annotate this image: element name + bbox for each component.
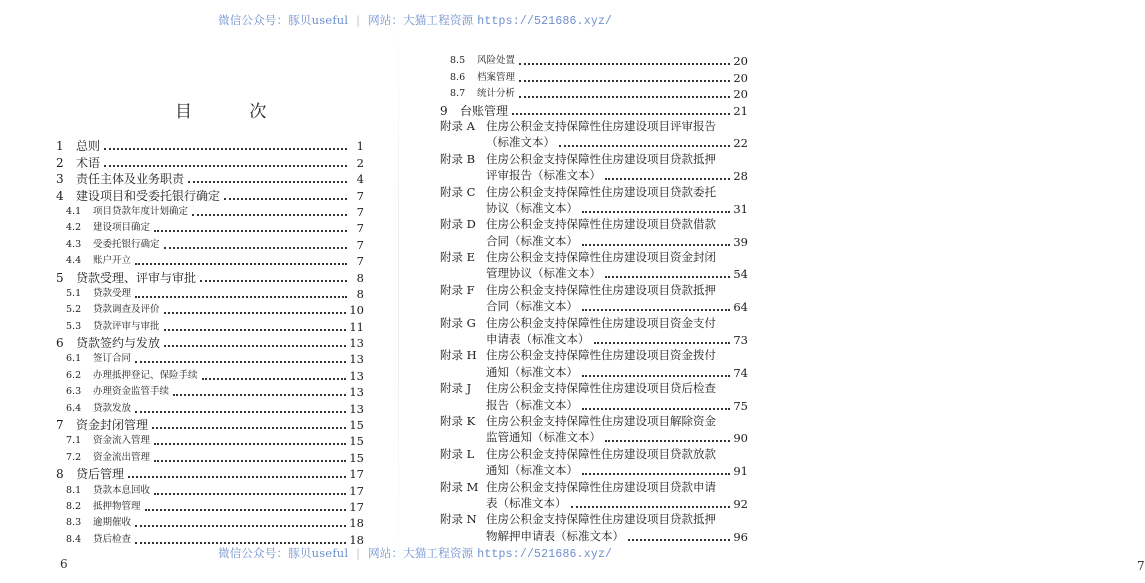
dot-leader	[582, 374, 730, 377]
appendix-label: 附录 C	[440, 184, 476, 199]
toc-entry[interactable]	[56, 317, 364, 333]
appendix-line1	[440, 249, 748, 265]
appendix-label: 附录 B	[440, 151, 476, 166]
toc-entry[interactable]	[56, 203, 364, 219]
appendix-title: 住房公积金支持保障性住房建设项目贷款抵押	[486, 512, 716, 527]
dot-leader	[628, 538, 730, 541]
toc-entry-title: 资金流出管理	[93, 451, 151, 463]
dot-leader	[164, 311, 347, 314]
appendix-line1	[440, 281, 748, 297]
toc-entry-number: 1	[56, 139, 64, 154]
appendix-title-cont: 监管通知（标准文本）	[486, 430, 601, 445]
toc-entry[interactable]	[56, 186, 364, 202]
watermark-wechat: 微信公众号：豚贝useful	[218, 13, 349, 27]
toc-entry-page: 7	[356, 237, 364, 252]
toc-entry-number: 5	[56, 270, 64, 285]
dot-leader	[164, 328, 347, 331]
dot-leader	[594, 341, 731, 344]
appendix-line1	[440, 413, 748, 429]
toc-entry[interactable]	[56, 366, 364, 382]
watermark-wechat: 微信公众号：豚贝useful	[218, 546, 349, 560]
dot-leader	[164, 246, 347, 249]
toc-left-list	[56, 137, 364, 547]
appendix-title: 住房公积金支持保障性住房建设项目解除资金	[486, 413, 716, 428]
dot-leader	[152, 426, 346, 429]
appendix-title: 住房公积金支持保障性住房建设项目资金支付	[486, 315, 716, 330]
toc-entry-title: 台账管理	[460, 103, 509, 118]
appendix-label: 附录 D	[440, 217, 476, 232]
toc-entry-number: 6.4	[66, 402, 82, 414]
appendix-page: 96	[733, 529, 748, 544]
toc-entry-title: 资金流入管理	[93, 435, 151, 447]
dot-leader	[154, 459, 346, 462]
appendix-line1	[440, 314, 748, 330]
toc-entry-title: 风险处置	[477, 55, 516, 67]
toc-entry-number: 4.4	[66, 255, 82, 267]
watermark-site: 网站：大猫工程资源	[368, 13, 474, 27]
toc-entry-number: 6.1	[66, 353, 82, 365]
toc-entry[interactable]	[56, 285, 364, 301]
toc-title: 目 次	[175, 102, 293, 122]
toc-entry[interactable]	[56, 350, 364, 366]
appendix-entry[interactable]	[440, 380, 748, 413]
toc-entry-title: 办理资金监管手续	[93, 386, 170, 398]
toc-entry-page: 18	[349, 532, 364, 547]
dot-leader	[200, 279, 347, 282]
dot-leader	[135, 295, 347, 298]
dot-leader	[154, 492, 346, 495]
dot-leader	[192, 213, 347, 216]
toc-entry-page: 4	[356, 172, 364, 187]
toc-entry-page: 20	[733, 87, 748, 102]
toc-entry-number: 8.6	[450, 71, 466, 83]
dot-leader	[135, 524, 346, 527]
appendix-page: 90	[733, 431, 748, 446]
toc-entry-page: 13	[349, 401, 364, 416]
toc-entry-number: 7.1	[66, 435, 82, 447]
toc-entry-page: 17	[349, 499, 364, 514]
appendix-line2	[440, 298, 748, 314]
appendix-page: 64	[733, 300, 748, 315]
watermark-site: 网站：大猫工程资源	[368, 546, 474, 560]
toc-entry-title: 档案管理	[477, 71, 516, 83]
toc-entry[interactable]	[56, 383, 364, 399]
watermark-url: https://521686.xyz/	[477, 548, 613, 561]
appendix-entry[interactable]	[440, 150, 748, 183]
appendix-title-cont: 合同（标准文本）	[486, 299, 578, 314]
toc-entry-page: 13	[349, 336, 364, 351]
toc-entry-title: 贷款受理、评审与审批	[76, 270, 197, 285]
appendix-title: 住房公积金支持保障性住房建设项目贷后检查	[486, 381, 716, 396]
appendix-label: 附录 F	[440, 282, 475, 297]
appendix-line1	[440, 183, 748, 199]
toc-entry-number: 6.2	[66, 369, 82, 381]
toc-entry-number: 8.4	[66, 533, 82, 545]
toc-entry[interactable]	[56, 514, 364, 530]
toc-entry-number: 5.2	[66, 304, 82, 316]
appendix-entry[interactable]	[440, 511, 748, 544]
toc-entry[interactable]	[56, 334, 364, 350]
appendix-title: 住房公积金支持保障性住房建设项目资金拨付	[486, 348, 716, 363]
watermark-bottom	[218, 545, 612, 561]
toc-entry-number: 4	[56, 188, 64, 203]
toc-entry-page: 13	[349, 368, 364, 383]
appendix-entry[interactable]	[440, 249, 748, 282]
toc-entry-page: 8	[356, 286, 364, 301]
toc-entry-page: 7	[356, 188, 364, 203]
watermark-url: https://521686.xyz/	[477, 15, 613, 28]
appendix-page: 22	[733, 136, 748, 151]
toc-entry-title: 建设项目确定	[93, 222, 151, 234]
appendix-line1	[440, 150, 748, 166]
toc-entry[interactable]	[56, 252, 364, 268]
toc-entry-page: 21	[733, 103, 748, 118]
toc-entry-number: 8.2	[66, 500, 82, 512]
appendix-title-cont: 表（标准文本）	[486, 495, 567, 510]
dot-leader	[519, 79, 730, 82]
appendix-page: 28	[733, 169, 748, 184]
appendix-line2	[440, 462, 748, 478]
dot-leader	[104, 147, 347, 150]
toc-entry-page: 10	[349, 303, 364, 318]
dot-leader	[582, 407, 730, 410]
appendix-line2	[440, 363, 748, 379]
appendix-title: 住房公积金支持保障性住房建设项目贷款申请	[486, 479, 716, 494]
toc-entry-page: 20	[733, 70, 748, 85]
toc-entry-title: 责任主体及业务职责	[76, 172, 185, 187]
toc-entry[interactable]	[440, 52, 748, 68]
appendix-title-cont: 报告（标准文本）	[486, 397, 578, 412]
toc-entry-page: 17	[349, 467, 364, 482]
appendix-label: 附录 E	[440, 250, 476, 265]
appendix-line1	[440, 511, 748, 527]
appendix-label: 附录 J	[440, 381, 472, 396]
appendix-line2	[440, 331, 748, 347]
toc-entry-number: 4.1	[66, 205, 82, 217]
dot-leader	[519, 95, 730, 98]
appendix-title: 住房公积金支持保障性住房建设项目资金封闭	[486, 250, 716, 265]
toc-entry-title: 办理抵押登记、保险手续	[93, 369, 198, 381]
toc-entry-page: 11	[349, 319, 364, 334]
toc-entry-page: 17	[349, 483, 364, 498]
toc-entry[interactable]	[56, 481, 364, 497]
appendix-label: 附录 H	[440, 348, 477, 363]
toc-entry[interactable]	[56, 153, 364, 169]
toc-entry-page: 13	[349, 352, 364, 367]
toc-entry-number: 8.3	[66, 517, 82, 529]
appendix-title-cont: 合同（标准文本）	[486, 233, 578, 248]
toc-entry[interactable]	[56, 399, 364, 415]
toc-entry[interactable]	[440, 68, 748, 84]
appendix-line1	[440, 478, 748, 494]
appendix-page: 75	[733, 398, 748, 413]
appendix-entry[interactable]	[440, 183, 748, 216]
appendix-label: 附录 K	[440, 413, 476, 428]
appendix-line2	[440, 396, 748, 412]
dot-leader	[135, 360, 346, 363]
dot-leader	[164, 344, 346, 347]
appendix-title-cont: 物解押申请表（标准文本）	[486, 528, 624, 543]
appendix-line1	[440, 445, 748, 461]
appendix-line2	[440, 200, 748, 216]
dot-leader	[173, 393, 346, 396]
toc-entry[interactable]	[56, 448, 364, 464]
toc-entry-title: 贷款发放	[93, 402, 132, 414]
dot-leader	[582, 308, 730, 311]
toc-entry-number: 2	[56, 155, 64, 170]
toc-entry-number: 5.1	[66, 287, 82, 299]
dot-leader	[154, 229, 347, 232]
toc-entry-number: 8.7	[450, 88, 466, 100]
watermark-separator: |	[356, 546, 361, 560]
toc-entry-number: 4.3	[66, 238, 82, 250]
dot-leader	[559, 144, 730, 147]
toc-entry[interactable]	[56, 498, 364, 514]
toc-entry-number: 8.5	[450, 55, 466, 67]
appendix-line2	[440, 527, 748, 543]
appendix-page: 92	[733, 496, 748, 511]
dot-leader	[571, 505, 731, 508]
appendix-entry[interactable]	[440, 445, 748, 478]
toc-entry-title: 项目贷款年度计划确定	[93, 205, 189, 217]
appendix-line2	[440, 429, 748, 445]
toc-entry-page: 15	[349, 434, 364, 449]
dot-leader	[135, 541, 346, 544]
appendix-title: 住房公积金支持保障性住房建设项目贷款借款	[486, 217, 716, 232]
dot-leader	[135, 410, 346, 413]
toc-entry[interactable]	[56, 170, 364, 186]
toc-entry-title: 逾期催收	[93, 517, 132, 529]
appendix-page: 54	[733, 267, 748, 282]
toc-entry[interactable]	[56, 432, 364, 448]
toc-entry-title: 贷后管理	[76, 467, 125, 482]
dot-leader	[582, 243, 730, 246]
toc-entry[interactable]	[56, 465, 364, 481]
appendix-line2	[440, 232, 748, 248]
appendix-title-cont: 申请表（标准文本）	[486, 332, 590, 347]
toc-entry[interactable]	[56, 137, 364, 153]
dot-leader	[135, 262, 347, 265]
appendix-label: 附录 A	[440, 118, 475, 133]
appendix-title-cont: 管理协议（标准文本）	[486, 266, 601, 281]
dot-leader	[512, 112, 730, 115]
appendix-label: 附录 G	[440, 315, 476, 330]
toc-entry-title: 贷款受理	[93, 287, 132, 299]
toc-entry-title: 统计分析	[477, 88, 516, 100]
appendix-title: 住房公积金支持保障性住房建设项目评审报告	[486, 118, 716, 133]
toc-entry-number: 8	[56, 467, 64, 482]
toc-entry-page: 15	[349, 418, 364, 433]
appendix-page: 74	[733, 365, 748, 380]
appendix-page: 39	[733, 234, 748, 249]
appendix-line2	[440, 167, 748, 183]
toc-entry-page: 8	[356, 270, 364, 285]
appendix-page: 31	[733, 201, 748, 216]
appendix-entry[interactable]	[440, 347, 748, 380]
dot-leader	[224, 197, 347, 200]
toc-entry-page: 2	[356, 155, 364, 170]
toc-entry[interactable]	[56, 219, 364, 235]
dot-leader	[154, 442, 346, 445]
appendix-label: 附录 M	[440, 479, 479, 494]
toc-entry[interactable]	[56, 268, 364, 284]
appendix-entry[interactable]	[440, 281, 748, 314]
appendix-line2	[440, 265, 748, 281]
toc-entry-title: 贷后检查	[93, 533, 132, 545]
toc-entry-number: 3	[56, 172, 64, 187]
appendix-line1	[440, 380, 748, 396]
appendix-label: 附录 N	[440, 512, 477, 527]
toc-entry-number: 8.1	[66, 484, 82, 496]
appendix-line2	[440, 495, 748, 511]
dot-leader	[605, 275, 730, 278]
appendix-title-cont: 通知（标准文本）	[486, 463, 578, 478]
toc-entry-title: 贷款调查及评价	[93, 304, 160, 316]
toc-entry-title: 签订合同	[93, 353, 132, 365]
watermark-separator: |	[356, 13, 361, 27]
toc-entry-page: 18	[349, 516, 364, 531]
toc-entry[interactable]	[56, 416, 364, 432]
dot-leader	[202, 377, 347, 380]
toc-entry-title: 贷款签约与发放	[76, 336, 161, 351]
toc-entry-title: 总则	[76, 139, 101, 154]
page-number-right: 7	[1137, 559, 1145, 573]
toc-entry[interactable]	[440, 101, 748, 117]
toc-entry-number: 6.3	[66, 386, 82, 398]
toc-entry-title: 资金封闭管理	[76, 418, 149, 433]
toc-entry[interactable]	[56, 235, 364, 251]
toc-entry-title: 贷款本息回收	[93, 484, 151, 496]
appendix-title-cont: 通知（标准文本）	[486, 364, 578, 379]
appendix-entry[interactable]	[440, 314, 748, 347]
dot-leader	[605, 439, 730, 442]
toc-entry-number: 9	[440, 103, 448, 118]
appendix-label: 附录 L	[440, 446, 475, 461]
left-page	[0, 0, 400, 583]
toc-entry-page: 7	[356, 221, 364, 236]
appendix-title: 住房公积金支持保障性住房建设项目贷款放款	[486, 446, 716, 461]
dot-leader	[104, 164, 347, 167]
dot-leader	[582, 210, 730, 213]
dot-leader	[605, 177, 730, 180]
toc-entry-page: 20	[733, 54, 748, 69]
toc-entry-number: 6	[56, 336, 64, 351]
toc-entry-title: 建设项目和受委托银行确定	[76, 188, 221, 203]
toc-entry[interactable]	[440, 85, 748, 101]
toc-entry-page: 15	[349, 450, 364, 465]
toc-entry-page: 13	[349, 385, 364, 400]
dot-leader	[582, 472, 730, 475]
toc-entry-title: 贷款评审与审批	[93, 320, 160, 332]
appendix-title-cont: 评审报告（标准文本）	[486, 168, 601, 183]
appendix-page: 73	[733, 333, 748, 348]
toc-entry-number: 7.2	[66, 451, 82, 463]
toc-entry-number: 4.2	[66, 222, 82, 234]
appendix-entry[interactable]	[440, 118, 748, 151]
dot-leader	[128, 475, 346, 478]
appendix-title-cont: （标准文本）	[486, 135, 555, 150]
appendix-title: 住房公积金支持保障性住房建设项目贷款抵押	[486, 151, 716, 166]
toc-entry-number: 7	[56, 418, 64, 433]
toc-entry-title: 抵押物管理	[93, 500, 141, 512]
appendix-title: 住房公积金支持保障性住房建设项目贷款抵押	[486, 282, 716, 297]
appendix-line1	[440, 216, 748, 232]
appendix-entry[interactable]	[440, 216, 748, 249]
toc-entry-page: 7	[356, 204, 364, 219]
toc-entry-title: 账户开立	[93, 255, 132, 267]
page-number-left: 6	[60, 557, 68, 571]
toc-right-list	[440, 52, 748, 544]
appendix-line1	[440, 347, 748, 363]
toc-entry-title: 术语	[76, 155, 101, 170]
toc-entry-page: 1	[356, 139, 364, 154]
appendix-entry[interactable]	[440, 478, 748, 511]
appendix-title: 住房公积金支持保障性住房建设项目贷款委托	[486, 184, 716, 199]
toc-entry-page: 7	[356, 254, 364, 269]
appendix-line2	[440, 134, 748, 150]
dot-leader	[145, 508, 347, 511]
toc-entry-number: 5.3	[66, 320, 82, 332]
appendix-entry[interactable]	[440, 413, 748, 446]
appendix-title-cont: 协议（标准文本）	[486, 200, 578, 215]
dot-leader	[188, 180, 347, 183]
toc-entry[interactable]	[56, 301, 364, 317]
appendix-page: 91	[733, 464, 748, 479]
dot-leader	[519, 62, 730, 65]
toc-entry-title: 受委托银行确定	[93, 238, 160, 250]
appendix-line1	[440, 118, 748, 134]
